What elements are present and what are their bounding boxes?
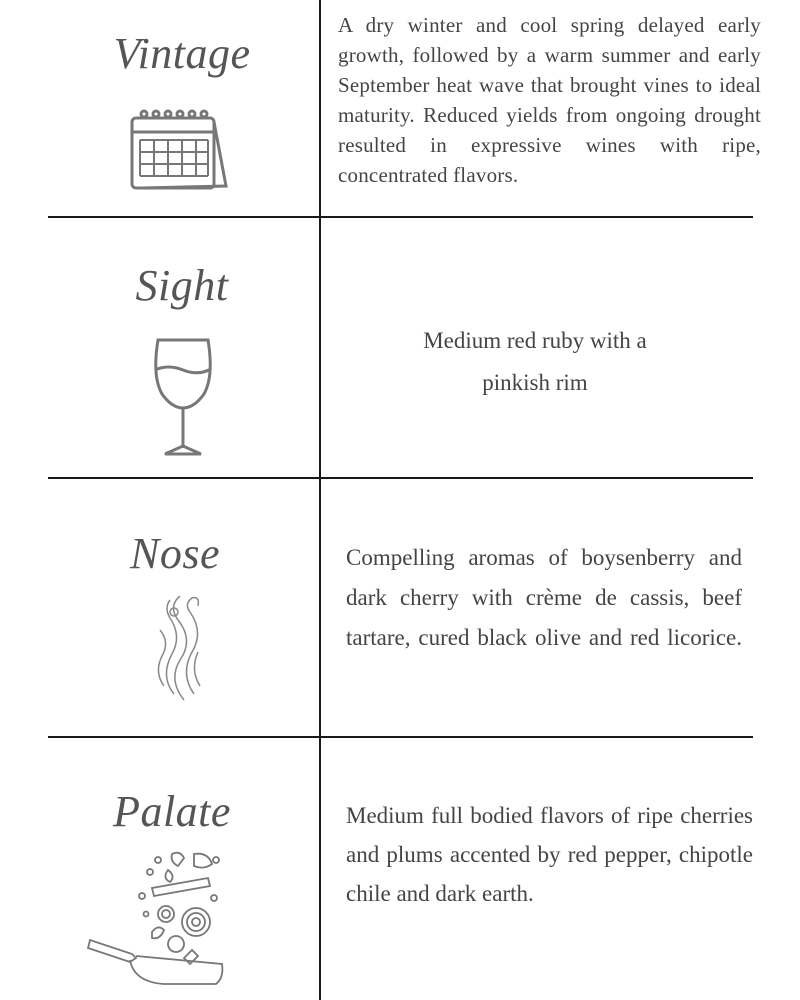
sight-description	[380, 320, 690, 404]
sight-description-line-1: Medium red ruby with a	[423, 328, 647, 353]
sight-description-line-2: pinkish rim	[482, 370, 588, 395]
cooking-pan-food-icon	[84, 848, 234, 994]
palate-description: Medium full bodied flavors of ripe cherries and plums accented by red pepper, chipotle chile and dark earth.	[346, 803, 753, 906]
row-divider	[48, 736, 753, 738]
sight-heading: Sight	[135, 261, 229, 310]
nose-description: Compelling aromas of boysenberry and dark cherry with crème de cassis, beef tartare, cured black olive and red licorice.	[346, 545, 742, 650]
aroma-swirl-icon	[150, 590, 210, 710]
vintage-heading: Vintage	[113, 29, 251, 78]
nose-heading: Nose	[130, 529, 220, 578]
wine-glass-icon	[150, 336, 216, 462]
row-divider	[48, 216, 753, 218]
column-divider	[319, 0, 321, 1000]
row-divider	[48, 477, 753, 479]
calendar-icon	[128, 108, 232, 196]
palate-heading: Palate	[113, 787, 231, 836]
vintage-description: A dry winter and cool spring delayed early growth, followed by a warm summer and early September heat wave that brought vines to ideal maturity. Reduced yields from ongoing drought resulted in expressive wines with ripe, concentrated flavors.	[338, 13, 761, 187]
